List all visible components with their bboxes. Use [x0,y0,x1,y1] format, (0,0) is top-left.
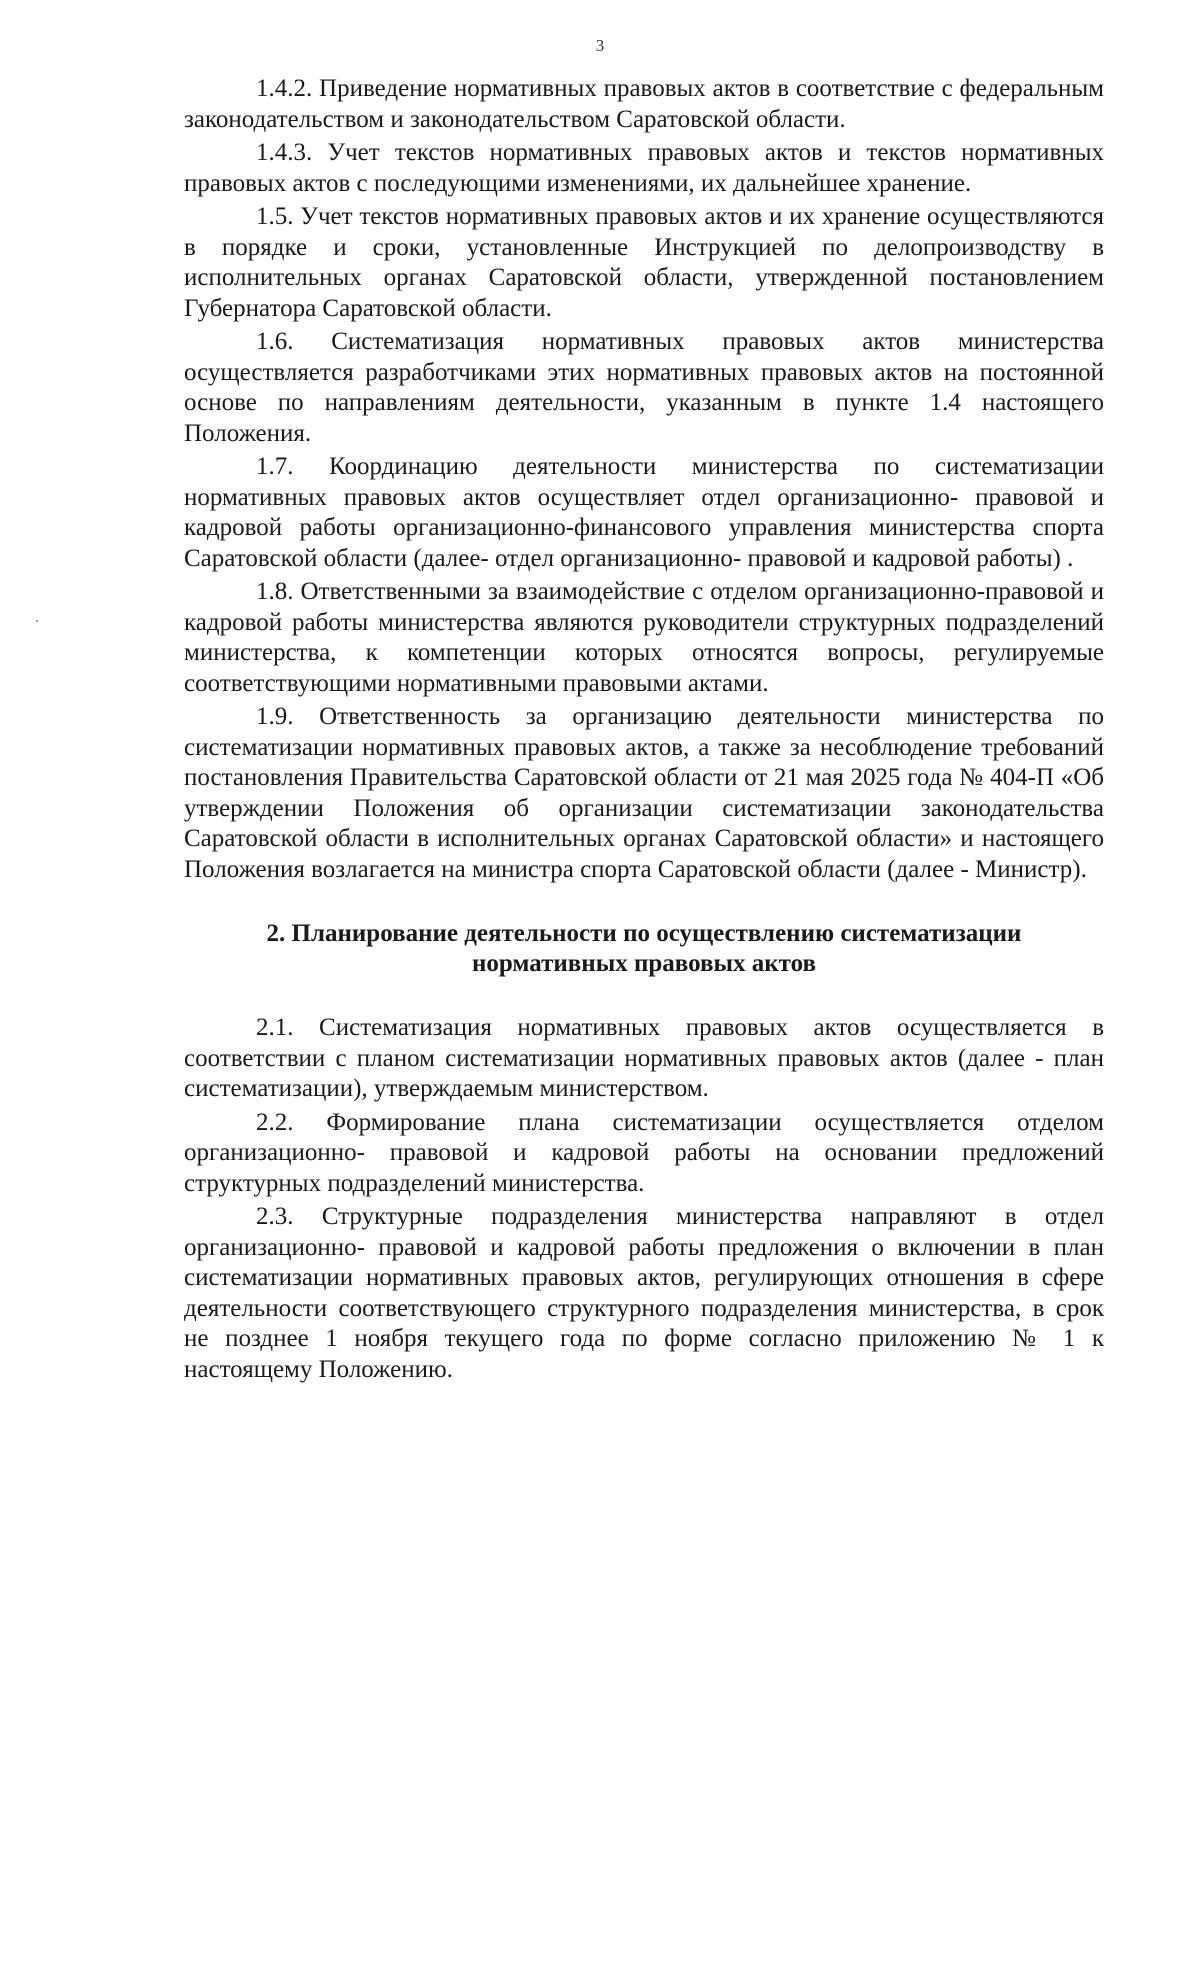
paragraph-1-4-2: 1.4.2. Приведение нормативных правовых актов в соответствие с федеральным законодательством и законодательством Саратовской области. [184,75,1104,133]
page-number: 3 [595,36,605,55]
paragraph-1-8: 1.8. Ответственными за взаимодействие с отделом организационно-правовой и кадровой работы министерства являются руководители структурных подразделений министерства, к компетенции которых относятся вопросы, регулируемые соответствующими нормативными правовыми актами. [184,578,1104,697]
document-body [184,74,1104,1388]
paragraph-1-4-3: 1.4.3. Учет текстов нормативных правовых актов и текстов нормативных правовых актов с последующими изменениями, их дальнейшее хранение. [184,139,1104,197]
scan-speck [36,620,38,622]
paragraph-2-2: 2.2. Формирование плана систематизации осуществляется отделом организационно- правовой и кадровой работы на основании предложений структурных подразделений министерства. [184,1108,1104,1197]
paragraph-1-5: 1.5. Учет текстов нормативных правовых актов и их хранение осуществляются в порядке и сроки, установленные Инструкцией по делопроизводству в исполнительных органах Саратовской области, утвержденной постановлением Губернатора Саратовской области. [184,203,1104,322]
paragraph-2-1: 2.1. Систематизация нормативных правовых актов осуществляется в соответствии с планом систематизации нормативных правовых актов (далее - план систематизации), утверждаемым министерством. [184,1014,1104,1102]
paragraph-1-6: 1.6. Систематизация нормативных правовых актов министерства осуществляется разработчиками этих нормативных правовых актов на постоянной основе по направлениям деятельности, указанным в пункте 1.4 настоящего Положения. [184,328,1104,447]
paragraph-1-7: 1.7. Координацию деятельности министерства по систематизации нормативных правовых актов осуществляет отдел организационно- правовой и кадровой работы организационно-финансового управления министерства спорта Саратовской области (далее- отдел организационно- правовой и кадровой работы) . [184,453,1104,572]
paragraph-1-9: 1.9. Ответственность за организацию деятельности министерства по систематизации нормативных правовых актов, а также за несоблюдение требований постановления Правительства Саратовской области от 21 мая 2025 года № 404-П «Об утверждении Положения об организации систематизации законодательства Саратовской области в исполнительных органах Саратовской области» и настоящего Положения возлагается на министра спорта Саратовской области (далее - Министр). [184,703,1104,883]
section-2-heading: 2. Планирование деятельности по осуществлению систематизации нормативных правовых актов [266,920,1022,977]
paragraph-2-3: 2.3. Структурные подразделения министерства направляют в отдел организационно- правовой и кадровой работы предложения о включении в план систематизации нормативных правовых актов, регулирующих отношения в сфере деятельности соответствующего структурного подразделения министерства, в срок не позднее 1 ноября текущего года по форме согласно приложению № 1 к настоящему Положению. [184,1203,1104,1383]
